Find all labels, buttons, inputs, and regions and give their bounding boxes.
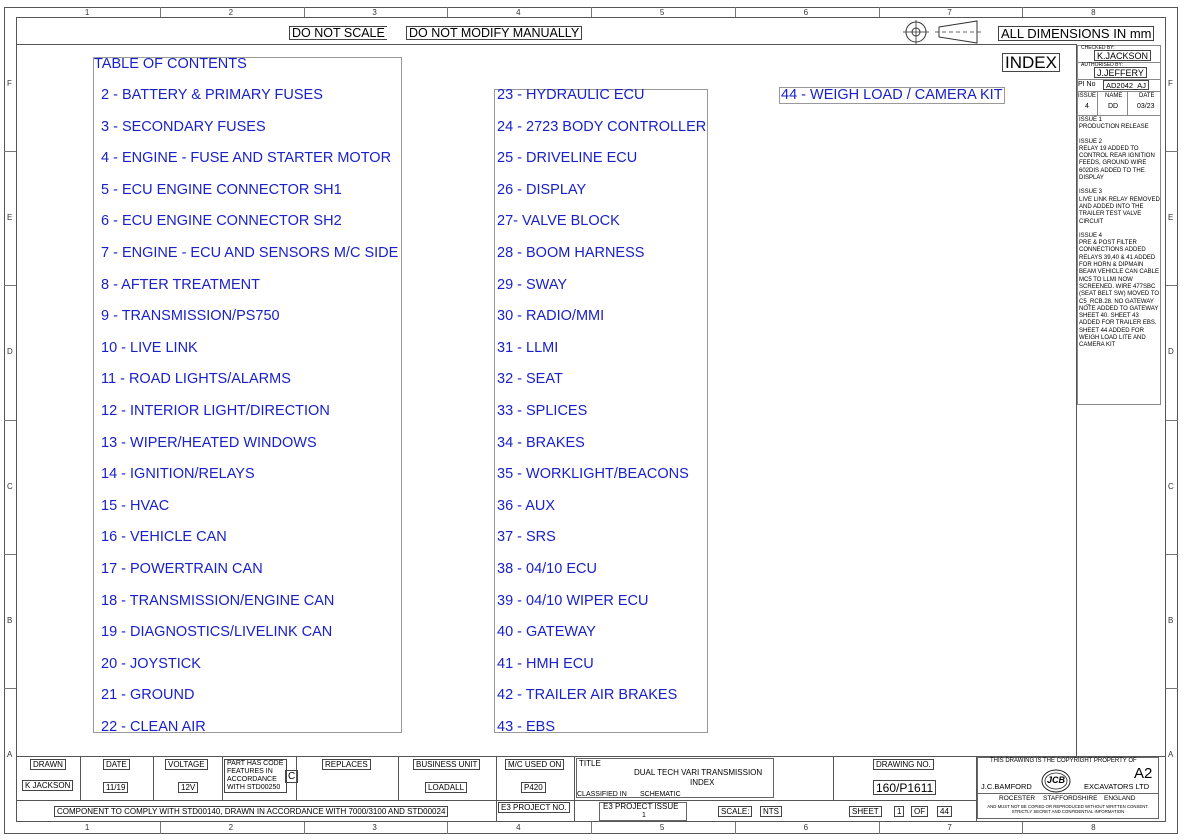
pi-no-value: AD2042_AJ — [1103, 80, 1149, 90]
pi-no-label: PI No — [1078, 81, 1096, 88]
drawn-label: DRAWN — [30, 759, 66, 770]
title-line-2: INDEX — [690, 778, 715, 787]
grid-row-letter: B — [7, 615, 13, 625]
grid-tick — [1022, 7, 1023, 17]
toc-entry[interactable]: 30 - RADIO/MMI — [497, 308, 605, 325]
grid-row-letter: A — [7, 749, 13, 759]
issue-4-title: ISSUE 4 — [1079, 232, 1103, 239]
grid-tick — [4, 420, 16, 421]
toc-entry[interactable]: 27- VALVE BLOCK — [497, 213, 620, 230]
grid-row-letter: E — [1168, 213, 1174, 223]
address-county: STAFFORDSHIRE — [1043, 795, 1098, 802]
of-value: 44 — [937, 806, 952, 817]
date-value: 11/19 — [103, 782, 128, 793]
toc-entry[interactable]: 6 - ECU ENGINE CONNECTOR SH2 — [101, 213, 342, 230]
issue-1-text: PRODUCTION RELEASE — [1079, 124, 1149, 131]
grid-tick — [879, 7, 880, 17]
toc-entry[interactable]: 10 - LIVE LINK — [101, 339, 198, 356]
address-town: ROCESTER — [999, 795, 1036, 802]
name-value: DD — [1108, 103, 1119, 110]
e3-issue-label: E3 PROJECT ISSUE — [603, 802, 679, 811]
date-value: 03/23 — [1137, 103, 1155, 110]
jcb-logo — [1041, 769, 1071, 793]
grid-row-letter: C — [7, 481, 13, 491]
issue-2-title: ISSUE 2 — [1079, 138, 1103, 145]
code-value: C — [285, 770, 298, 783]
toc-entry[interactable]: 44 - WEIGH LOAD / CAMERA KIT — [781, 87, 1003, 103]
issue-history — [1079, 117, 1161, 350]
revision-divider — [1077, 115, 1161, 116]
grid-tick — [735, 822, 736, 834]
legal-notice: AND MUST NOT BE COPIED OR REPRODUCED WITHOUT WRITTEN CONSENT. STRICTLY SECRET AND CONFIDENTIAL INFORMATION — [987, 804, 1149, 814]
issue-value: 4 — [1085, 103, 1089, 110]
business-unit-label: BUSINESS UNIT — [413, 759, 480, 770]
compliance-note: COMPONENT TO COMPLY WITH STD00140, DRAWN IN ACCORDANCE WITH 7000/3100 AND STD00024 — [54, 806, 448, 817]
toc-entry[interactable]: 19 - DIAGNOSTICS/LIVELINK CAN — [101, 624, 333, 641]
grid-tick — [879, 822, 880, 834]
grid-column-number: 4 — [516, 823, 521, 832]
grid-column-number: 1 — [84, 8, 90, 17]
company-name-left: J.C.BAMFORD — [981, 782, 1032, 791]
revision-divider — [1077, 91, 1161, 92]
grid-column-number: 5 — [659, 8, 665, 17]
issue-3-text: LIVE LINK RELAY REMOVED AND ADDED INTO THE TRAILER TEST VALVE CIRCUIT — [1079, 196, 1160, 225]
toc-entry[interactable]: 15 - HVAC — [101, 497, 170, 514]
grid-row-letter: A — [1168, 749, 1174, 759]
jcb-logo-text: JCB — [1047, 775, 1066, 785]
grid-tick — [304, 7, 305, 17]
toc-entry[interactable]: 17 - POWERTRAIN CAN — [101, 561, 263, 577]
toc-entry[interactable]: 24 - 2723 BODY CONTROLLER — [497, 118, 707, 135]
grid-row-letter: D — [7, 347, 13, 357]
grid-column-number: 6 — [803, 823, 809, 832]
toc-entry[interactable]: 5 - ECU ENGINE CONNECTOR SH1 — [101, 181, 342, 198]
toc-entry[interactable]: 18 - TRANSMISSION/ENGINE CAN — [101, 592, 335, 609]
toc-entry[interactable]: 26 - DISPLAY — [497, 181, 587, 198]
classified-label: CLASSIFIED IN — [577, 791, 627, 798]
title-block-divider — [833, 756, 834, 800]
grid-tick — [591, 822, 592, 834]
grid-tick — [447, 822, 448, 834]
name-label: NAME — [1105, 93, 1123, 99]
grid-row-letter: B — [1168, 615, 1174, 625]
grid-row-letter: F — [1168, 79, 1173, 89]
grid-column-number: 7 — [947, 823, 952, 832]
drawing-no-label: DRAWING NO. — [873, 759, 934, 770]
grid-tick — [447, 7, 448, 17]
address-country: ENGLAND — [1104, 795, 1136, 802]
issue-2-text: RELAY 19 ADDED TO CONTROL REAR IGNITION FEEDS, GROUND WIRE 602DIS ADDED TO THE DISPLAY — [1079, 145, 1155, 182]
toc-entry[interactable]: 37 - SRS — [497, 529, 556, 546]
revision-divider — [1127, 91, 1128, 115]
title-block-divider — [153, 756, 154, 800]
toc-entry[interactable]: 39 - 04/10 WIPER ECU — [497, 592, 649, 609]
toc-title: TABLE OF CONTENTS — [94, 56, 247, 72]
grid-column-number: 1 — [84, 823, 90, 832]
classified-value: SCHEMATIC — [640, 791, 681, 798]
authorised-by-value: J.JEFFERY — [1094, 67, 1147, 78]
issue-3-title: ISSUE 3 — [1079, 189, 1103, 196]
grid-tick — [1166, 285, 1178, 286]
toc-entry[interactable]: 8 - AFTER TREATMENT — [101, 276, 260, 293]
issue-label: ISSUE — [1078, 93, 1097, 99]
toc-entry[interactable]: 34 - BRAKES — [497, 434, 585, 451]
issue-4-text: PRE & POST FILTER CONNECTIONS ADDED RELAYS 39,40 & 41 ADDED FOR HORN & DIPMAIN BEAM VEHICLE CAN CABLE MC5 TO LLMI NOW SCREENED. WIRE 477SBC (SEAT BELT SW) MOVED TO C5_RCB.28. NO GATEWAY NOTE ADDED TO GATEWAY SHEET 40. SHEET 43 ADDED FOR TRAILER EBS. SHEET 44 ADDED FOR WEIGH LOAD LITE AND CAMERA KIT — [1079, 240, 1160, 349]
toc-entry[interactable]: 16 - VEHICLE CAN — [101, 529, 227, 546]
toc-entry[interactable]: 25 - DRIVELINE ECU — [497, 150, 638, 167]
toc-entry[interactable]: 35 - WORKLIGHT/BEACONS — [497, 466, 689, 483]
toc-entry[interactable]: 42 - TRAILER AIR BRAKES — [497, 687, 678, 704]
checked-by-label: CHECKED BY: — [1081, 45, 1115, 51]
toc-entry[interactable]: 14 - IGNITION/RELAYS — [101, 466, 255, 483]
grid-column-number: 7 — [947, 8, 952, 17]
company-name-right: EXCAVATORS LTD — [1084, 782, 1150, 791]
toc-entry[interactable]: 31 - LLMI — [497, 339, 559, 356]
grid-column-number: 6 — [803, 8, 809, 17]
grid-tick — [1166, 554, 1178, 555]
toc-entry[interactable]: 11 - ROAD LIGHTS/ALARMS — [101, 371, 291, 388]
grid-tick — [304, 822, 305, 834]
toc-entry[interactable]: 29 - SWAY — [497, 276, 568, 293]
toc-entry[interactable]: 43 - EBS — [497, 719, 556, 735]
grid-column-number: 3 — [372, 8, 377, 17]
sheet-size: A2 — [1134, 765, 1153, 782]
grid-column-number: 8 — [1091, 823, 1096, 832]
dimensions-notice: ALL DIMENSIONS IN mm — [998, 26, 1154, 41]
toc-entry[interactable]: 13 - WIPER/HEATED WINDOWS — [101, 434, 317, 451]
scale-value: NTS — [760, 806, 782, 817]
issue-1-title: ISSUE 1 — [1079, 117, 1103, 123]
grid-tick — [1166, 420, 1178, 421]
title-label: TITLE — [579, 759, 601, 768]
authorised-by-label: AUTHORISED BY: — [1081, 62, 1123, 68]
toc-entry[interactable]: 22 - CLEAN AIR — [101, 719, 206, 735]
toc-entry[interactable]: 41 - HMH ECU — [497, 655, 594, 672]
grid-column-number: 3 — [372, 823, 377, 832]
toc-entry[interactable]: 21 - GROUND — [101, 687, 195, 704]
grid-tick — [4, 285, 16, 286]
date-label: DATE — [103, 759, 130, 770]
title-block-divider — [574, 756, 575, 822]
grid-column-number: 2 — [228, 8, 234, 17]
voltage-value: 12V — [178, 782, 198, 793]
title-block-divider — [496, 756, 497, 822]
toc-entry[interactable]: 4 - ENGINE - FUSE AND STARTER MOTOR — [101, 150, 392, 167]
toc-entry[interactable]: 7 - ENGINE - ECU AND SENSORS M/C SIDE — [101, 245, 399, 261]
mc-used-on-label: M/C USED ON — [505, 759, 564, 770]
grid-column-number: 4 — [516, 8, 521, 17]
grid-tick — [160, 7, 161, 17]
toc-entry[interactable]: 23 - HYDRAULIC ECU — [497, 87, 645, 103]
toc-entry[interactable]: 32 - SEAT — [497, 371, 563, 388]
title-block-divider — [222, 756, 223, 800]
of-label: OF — [911, 806, 928, 817]
grid-row-letter: C — [1168, 481, 1174, 491]
grid-tick — [1022, 822, 1023, 834]
revision-divider — [1097, 91, 1098, 115]
drawn-value: K JACKSON — [22, 780, 73, 791]
toc-entry[interactable]: 28 - BOOM HARNESS — [497, 245, 645, 261]
drawing-no-value: 160/P1611 — [873, 780, 936, 795]
e3-project-label: E3 PROJECT NO. — [498, 802, 570, 813]
grid-tick — [160, 822, 161, 834]
page-title: INDEX — [1002, 53, 1060, 72]
grid-column-number: 8 — [1091, 8, 1096, 17]
e3-issue-value: 1 — [642, 812, 646, 819]
code-label: PART HAS CODE FEATURES IN ACCORDANCE WITH STD00250 — [224, 759, 287, 793]
toc-entry[interactable]: 12 - INTERIOR LIGHT/DIRECTION — [101, 403, 330, 419]
toc-entry[interactable]: 20 - JOYSTICK — [101, 655, 201, 672]
grid-row-letter: E — [7, 213, 13, 223]
sheet-label: SHEET — [849, 806, 882, 817]
voltage-label: VOLTAGE — [165, 759, 208, 770]
company-divider — [978, 793, 1158, 794]
grid-tick — [4, 554, 16, 555]
grid-column-number: 5 — [659, 823, 665, 832]
copyright-notice: THIS DRAWING IS THE COPYRIGHT PROPERTY OF — [990, 758, 1137, 764]
toc-entry[interactable]: 33 - SPLICES — [497, 403, 588, 419]
toc-entry[interactable]: 9 - TRANSMISSION/PS750 — [101, 308, 280, 325]
title-block-divider — [80, 756, 81, 800]
title-block-divider — [398, 756, 399, 800]
grid-tick — [1166, 688, 1178, 689]
toc-entry[interactable]: 38 - 04/10 ECU — [497, 561, 597, 577]
toc-entry[interactable]: 3 - SECONDARY FUSES — [101, 118, 266, 135]
toc-entry[interactable]: 2 - BATTERY & PRIMARY FUSES — [101, 87, 323, 103]
grid-tick — [591, 7, 592, 17]
grid-column-number: 2 — [228, 823, 234, 832]
toc-entry[interactable]: 36 - AUX — [497, 497, 556, 514]
title-line-1: DUAL TECH VARI TRANSMISSION — [634, 768, 763, 777]
header-divider — [16, 44, 1076, 45]
replaces-label: REPLACES — [322, 759, 371, 770]
projection-symbol-icon — [903, 20, 983, 44]
do-not-scale-notice: DO NOT SCALE — [289, 26, 387, 40]
grid-row-letter: F — [7, 79, 12, 89]
business-unit-value: LOADALL — [425, 782, 467, 793]
do-not-modify-notice: DO NOT MODIFY MANUALLY — [406, 26, 582, 40]
grid-tick — [4, 151, 16, 152]
checked-by-value: K.JACKSON — [1094, 50, 1151, 61]
grid-tick — [4, 688, 16, 689]
scale-label: SCALE: — [718, 806, 752, 817]
grid-tick — [735, 7, 736, 17]
grid-tick — [1166, 151, 1178, 152]
grid-row-letter: D — [1168, 347, 1174, 357]
sheet-value: 1 — [894, 806, 904, 817]
date-label: DATE — [1139, 93, 1155, 99]
toc-entry[interactable]: 40 - GATEWAY — [497, 624, 596, 641]
mc-used-on-value: P420 — [521, 782, 546, 793]
